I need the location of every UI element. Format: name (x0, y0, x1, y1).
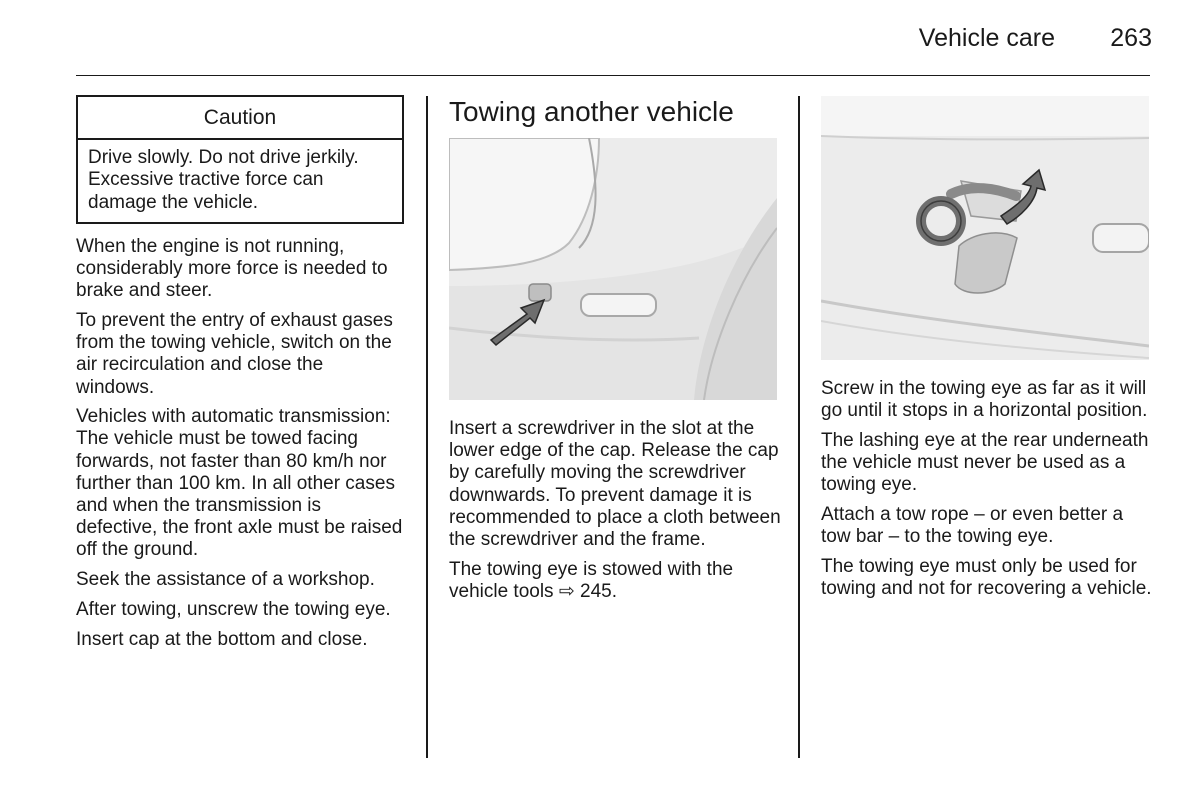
caution-box (76, 95, 404, 224)
column-divider-left (426, 96, 428, 758)
reference-arrow-icon: ⇨ (558, 580, 575, 602)
column-divider-right (798, 96, 800, 758)
paragraph: Screw in the towing eye as far as it will go until it stops in a horizontal position. (821, 378, 1148, 422)
middle-column (449, 96, 781, 611)
paragraph (449, 559, 781, 603)
paragraph: Attach a tow rope – or even better a tow bar – to the towing eye. (821, 504, 1124, 548)
paragraph: Seek the assistance of a workshop. (76, 569, 375, 591)
page-reference[interactable]: 245. (580, 580, 618, 602)
tools-reference-text: The towing eye is stowed with the vehicle tools (449, 558, 734, 602)
paragraph: Vehicles with automatic transmission: The vehicle must be towed facing forwards, not faster than 80 km/h nor further than 100 km. In all other cases and when the transmission is defective, the front axle must be raised off the ground. (76, 406, 403, 561)
section-heading: Towing another vehicle (449, 96, 734, 127)
paragraph: After towing, unscrew the towing eye. (76, 598, 391, 620)
right-column (821, 96, 1153, 608)
page-number: 263 (1110, 24, 1152, 52)
caution-text: Drive slowly. Do not drive jerkily. Excessive tractive force can damage the vehicle. (88, 147, 359, 213)
paragraph: When the engine is not running, considerably more force is needed to brake and steer. (76, 235, 388, 302)
caution-title: Caution (78, 97, 402, 140)
section-title: Vehicle care (918, 24, 1055, 52)
paragraph: To prevent the entry of exhaust gases from the towing vehicle, switch on the air recirculation and close the windows. (76, 309, 393, 398)
rear-bumper-cap-illustration (449, 138, 777, 400)
left-column (76, 95, 404, 658)
paragraph: The lashing eye at the rear underneath the vehicle must never be used as a towing eye. (821, 429, 1149, 496)
paragraph: Insert a screwdriver in the slot at the lower edge of the cap. Release the cap by carefully moving the screwdriver downwards. To prevent damage it is recommended to place a cloth between the screwdriver and the frame. (449, 418, 781, 551)
towing-eye-illustration (821, 96, 1149, 360)
paragraph: Insert cap at the bottom and close. (76, 628, 368, 650)
paragraph: The towing eye must only be used for towing and not for recovering a vehicle. (821, 555, 1152, 600)
header-rule (76, 75, 1150, 76)
